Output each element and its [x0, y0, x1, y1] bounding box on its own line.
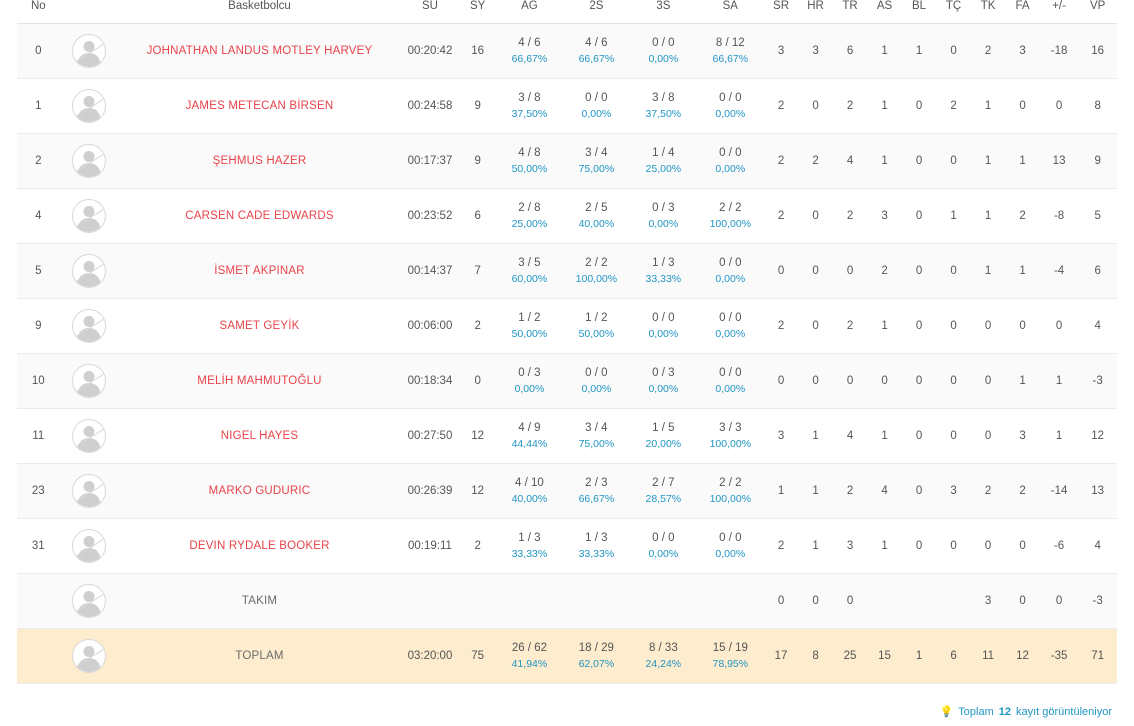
cell-sa: 0 / 0 0,00% [697, 519, 764, 574]
cell-3s: 0 / 0 0,00% [630, 299, 697, 354]
player-avatar-icon [72, 474, 106, 508]
cell-2s: 1 / 3 33,33% [563, 519, 630, 574]
cell-hr: 1 [798, 464, 833, 519]
cell-tc: 3 [936, 464, 971, 519]
player-photo-cell [60, 134, 119, 189]
cell-no [17, 574, 60, 629]
cell-su: 00:18:34 [401, 354, 460, 409]
cell-tk: 0 [971, 409, 1006, 464]
cell-sr: 17 [764, 629, 799, 684]
cell-3s: 0 / 0 0,00% [630, 24, 697, 79]
cell-sy: 12 [459, 464, 496, 519]
cell-3s [630, 574, 697, 629]
cell-no: 10 [17, 354, 60, 409]
cell-su: 00:17:37 [401, 134, 460, 189]
cell-tr: 2 [833, 299, 868, 354]
cell-su: 03:20:00 [401, 629, 460, 684]
cell-tr: 0 [833, 574, 868, 629]
cell-tk: 2 [971, 464, 1006, 519]
cell-sr: 3 [764, 409, 799, 464]
cell-sy: 9 [459, 134, 496, 189]
player-avatar-icon [72, 89, 106, 123]
cell-sa: 8 / 12 66,67% [697, 24, 764, 79]
player-photo-cell [60, 24, 119, 79]
cell-su [401, 574, 460, 629]
cell-hr: 1 [798, 409, 833, 464]
cell-as: 1 [867, 79, 902, 134]
cell-sa [697, 574, 764, 629]
cell-plusminus: 1 [1040, 354, 1079, 409]
cell-sr: 0 [764, 574, 799, 629]
player-avatar-icon [72, 199, 106, 233]
cell-as: 1 [867, 24, 902, 79]
cell-plusminus: -14 [1040, 464, 1079, 519]
cell-sy: 2 [459, 519, 496, 574]
row-label: TOPLAM [235, 650, 284, 662]
cell-su: 00:06:00 [401, 299, 460, 354]
col-header-tr[interactable]: TR [833, 0, 868, 24]
cell-hr: 8 [798, 629, 833, 684]
cell-as: 1 [867, 299, 902, 354]
cell-2s: 1 / 2 50,00% [563, 299, 630, 354]
player-photo-cell [60, 299, 119, 354]
cell-tr: 0 [833, 244, 868, 299]
cell-plusminus: 13 [1040, 134, 1079, 189]
cell-no: 9 [17, 299, 60, 354]
cell-hr: 3 [798, 24, 833, 79]
cell-plusminus: -18 [1040, 24, 1079, 79]
player-name-cell [118, 629, 400, 684]
cell-vp: 71 [1078, 629, 1117, 684]
cell-ag: 4 / 8 50,00% [496, 134, 563, 189]
footer-count: 12 [998, 705, 1011, 718]
col-header-bl[interactable]: BL [902, 0, 937, 24]
player-name-cell[interactable] [118, 189, 400, 244]
cell-tk: 0 [971, 299, 1006, 354]
player-photo-cell [60, 629, 119, 684]
col-header-player[interactable]: Basketbolcu [118, 0, 400, 24]
cell-hr: 0 [798, 189, 833, 244]
cell-ag: 4 / 9 44,44% [496, 409, 563, 464]
cell-tc: 0 [936, 354, 971, 409]
cell-tk: 1 [971, 134, 1006, 189]
cell-no: 1 [17, 79, 60, 134]
cell-tc: 0 [936, 409, 971, 464]
cell-ag: 1 / 3 33,33% [496, 519, 563, 574]
table-row [17, 519, 1117, 574]
col-header-hr[interactable]: HR [798, 0, 833, 24]
cell-3s: 3 / 8 37,50% [630, 79, 697, 134]
player-name-cell[interactable] [118, 24, 400, 79]
cell-sr: 2 [764, 519, 799, 574]
cell-bl: 0 [902, 244, 937, 299]
col-header-as[interactable]: AS [867, 0, 902, 24]
table-header-row [17, 0, 1117, 24]
cell-sy: 2 [459, 299, 496, 354]
cell-tr: 2 [833, 464, 868, 519]
cell-sy: 9 [459, 79, 496, 134]
cell-2s: 0 / 0 0,00% [563, 79, 630, 134]
cell-sy: 6 [459, 189, 496, 244]
cell-ag: 2 / 8 25,00% [496, 189, 563, 244]
cell-bl: 1 [902, 629, 937, 684]
cell-bl: 0 [902, 519, 937, 574]
cell-as: 15 [867, 629, 902, 684]
table-row [17, 629, 1117, 684]
cell-vp: -3 [1078, 574, 1117, 629]
col-header-photo [60, 0, 119, 24]
cell-plusminus: -35 [1040, 629, 1079, 684]
player-avatar-icon [72, 309, 106, 343]
cell-fa: 0 [1005, 299, 1040, 354]
col-header-vp[interactable]: VP [1078, 0, 1117, 24]
cell-tk: 1 [971, 189, 1006, 244]
cell-2s: 4 / 6 66,67% [563, 24, 630, 79]
cell-no: 11 [17, 409, 60, 464]
cell-hr: 0 [798, 244, 833, 299]
cell-tc: 0 [936, 299, 971, 354]
cell-vp: 9 [1078, 134, 1117, 189]
player-name-link[interactable]: İSMET AKPINAR [214, 265, 305, 277]
cell-fa: 1 [1005, 134, 1040, 189]
cell-tc: 6 [936, 629, 971, 684]
cell-bl: 0 [902, 189, 937, 244]
cell-fa: 0 [1005, 79, 1040, 134]
cell-no: 2 [17, 134, 60, 189]
cell-no: 31 [17, 519, 60, 574]
cell-2s [563, 574, 630, 629]
col-header-2s[interactable]: 2S [563, 0, 630, 24]
cell-as: 3 [867, 189, 902, 244]
cell-fa: 2 [1005, 464, 1040, 519]
cell-tr: 4 [833, 134, 868, 189]
col-header-no[interactable]: No [17, 0, 60, 24]
cell-3s: 0 / 3 0,00% [630, 354, 697, 409]
player-avatar-icon [72, 419, 106, 453]
cell-tk: 1 [971, 79, 1006, 134]
col-header-sy[interactable]: SY [459, 0, 496, 24]
cell-no [17, 629, 60, 684]
cell-vp: 4 [1078, 519, 1117, 574]
cell-plusminus: 0 [1040, 299, 1079, 354]
cell-tc: 0 [936, 244, 971, 299]
table-body [17, 24, 1117, 684]
player-name-link[interactable]: MARKO GUDURIC [208, 485, 311, 497]
cell-tr: 2 [833, 189, 868, 244]
footer-suffix: kayıt görüntüleniyor [1016, 705, 1112, 718]
cell-vp: 4 [1078, 299, 1117, 354]
cell-vp: 13 [1078, 464, 1117, 519]
cell-ag: 1 / 2 50,00% [496, 299, 563, 354]
cell-3s: 1 / 3 33,33% [630, 244, 697, 299]
player-name-link[interactable]: DEVIN RYDALE BOOKER [189, 540, 330, 552]
player-avatar-icon [72, 144, 106, 178]
cell-sr: 2 [764, 299, 799, 354]
cell-sr: 2 [764, 79, 799, 134]
player-avatar-icon [72, 584, 106, 618]
cell-hr: 2 [798, 134, 833, 189]
col-header-fa[interactable]: FA [1005, 0, 1040, 24]
player-name-link[interactable]: NIGEL HAYES [220, 430, 299, 442]
cell-hr: 0 [798, 574, 833, 629]
cell-tc: 0 [936, 519, 971, 574]
cell-bl: 0 [902, 464, 937, 519]
player-photo-cell [60, 464, 119, 519]
cell-tr: 0 [833, 354, 868, 409]
cell-3s: 8 / 33 24,24% [630, 629, 697, 684]
col-header-sr[interactable]: SR [764, 0, 799, 24]
cell-sa: 0 / 0 0,00% [697, 299, 764, 354]
player-name-link[interactable]: JAMES METECAN BİRSEN [185, 100, 334, 112]
player-name-cell[interactable] [118, 464, 400, 519]
cell-tr: 6 [833, 24, 868, 79]
cell-2s: 2 / 5 40,00% [563, 189, 630, 244]
player-photo-cell [60, 574, 119, 629]
footer-prefix: Toplam [958, 705, 994, 718]
cell-sa: 3 / 3 100,00% [697, 409, 764, 464]
cell-sr: 2 [764, 189, 799, 244]
cell-bl: 0 [902, 79, 937, 134]
player-name-cell[interactable] [118, 244, 400, 299]
cell-2s: 3 / 4 75,00% [563, 134, 630, 189]
cell-ag: 26 / 62 41,94% [496, 629, 563, 684]
cell-sr: 2 [764, 134, 799, 189]
col-header-plusminus[interactable]: +/- [1040, 0, 1079, 24]
table-row [17, 244, 1117, 299]
cell-vp: 5 [1078, 189, 1117, 244]
cell-su: 00:20:42 [401, 24, 460, 79]
player-avatar-icon [72, 34, 106, 68]
cell-bl: 1 [902, 24, 937, 79]
cell-tr: 3 [833, 519, 868, 574]
table-row [17, 24, 1117, 79]
table-header [17, 0, 1117, 24]
col-header-tc[interactable]: TÇ [936, 0, 971, 24]
player-photo-cell [60, 189, 119, 244]
player-stats-table [17, 0, 1117, 684]
cell-bl: 0 [902, 134, 937, 189]
player-photo-cell [60, 79, 119, 134]
player-name-cell[interactable] [118, 519, 400, 574]
cell-plusminus: -4 [1040, 244, 1079, 299]
cell-3s: 0 / 0 0,00% [630, 519, 697, 574]
cell-sa: 0 / 0 0,00% [697, 244, 764, 299]
cell-2s: 2 / 3 66,67% [563, 464, 630, 519]
cell-hr: 1 [798, 519, 833, 574]
cell-vp: -3 [1078, 354, 1117, 409]
cell-tc: 0 [936, 24, 971, 79]
player-avatar-icon [72, 639, 106, 673]
cell-tk: 3 [971, 574, 1006, 629]
cell-fa: 2 [1005, 189, 1040, 244]
cell-sy: 0 [459, 354, 496, 409]
cell-fa: 1 [1005, 244, 1040, 299]
lightbulb-icon: 💡 [939, 706, 954, 718]
cell-tr: 25 [833, 629, 868, 684]
cell-as: 2 [867, 244, 902, 299]
player-name-cell[interactable] [118, 134, 400, 189]
player-avatar-icon [72, 529, 106, 563]
player-photo-cell [60, 409, 119, 464]
cell-vp: 6 [1078, 244, 1117, 299]
player-name-cell[interactable] [118, 299, 400, 354]
cell-su: 00:27:50 [401, 409, 460, 464]
cell-no: 0 [17, 24, 60, 79]
player-avatar-icon [72, 364, 106, 398]
cell-fa: 0 [1005, 519, 1040, 574]
cell-bl: 0 [902, 299, 937, 354]
cell-tk: 2 [971, 24, 1006, 79]
cell-vp: 16 [1078, 24, 1117, 79]
cell-tr: 2 [833, 79, 868, 134]
col-header-ag[interactable]: AG [496, 0, 563, 24]
cell-sa: 15 / 19 78,95% [697, 629, 764, 684]
col-header-tk[interactable]: TK [971, 0, 1006, 24]
cell-ag: 3 / 5 60,00% [496, 244, 563, 299]
cell-tc: 1 [936, 189, 971, 244]
cell-sr: 0 [764, 244, 799, 299]
player-name-link[interactable]: CARSEN CADE EDWARDS [185, 210, 334, 222]
player-name-link[interactable]: JOHNATHAN LANDUS MOTLEY HARVEY [146, 45, 373, 57]
table-row [17, 574, 1117, 629]
cell-as: 1 [867, 519, 902, 574]
cell-tc: 0 [936, 134, 971, 189]
cell-sy: 16 [459, 24, 496, 79]
cell-as: 4 [867, 464, 902, 519]
table-row [17, 79, 1117, 134]
cell-tc: 2 [936, 79, 971, 134]
cell-vp: 8 [1078, 79, 1117, 134]
cell-plusminus: 0 [1040, 574, 1079, 629]
player-name-link[interactable]: SAMET GEYİK [219, 320, 300, 332]
player-name-cell[interactable] [118, 409, 400, 464]
cell-as: 0 [867, 354, 902, 409]
cell-sa: 0 / 0 0,00% [697, 354, 764, 409]
cell-2s: 18 / 29 62,07% [563, 629, 630, 684]
cell-su: 00:19:11 [401, 519, 460, 574]
cell-su: 00:14:37 [401, 244, 460, 299]
cell-hr: 0 [798, 354, 833, 409]
cell-vp: 12 [1078, 409, 1117, 464]
table-row [17, 134, 1117, 189]
cell-su: 00:23:52 [401, 189, 460, 244]
col-header-sa[interactable]: SA [697, 0, 764, 24]
cell-sy: 75 [459, 629, 496, 684]
cell-sr: 0 [764, 354, 799, 409]
cell-tr: 4 [833, 409, 868, 464]
cell-plusminus: -6 [1040, 519, 1079, 574]
cell-su: 00:24:58 [401, 79, 460, 134]
player-name-link[interactable]: ŞEHMUS HAZER [212, 155, 307, 167]
cell-2s: 3 / 4 75,00% [563, 409, 630, 464]
cell-3s: 1 / 5 20,00% [630, 409, 697, 464]
player-name-cell [118, 574, 400, 629]
cell-2s: 0 / 0 0,00% [563, 354, 630, 409]
cell-tc [936, 574, 971, 629]
cell-sy: 12 [459, 409, 496, 464]
table-row [17, 299, 1117, 354]
player-avatar-icon [72, 254, 106, 288]
cell-fa: 1 [1005, 354, 1040, 409]
cell-fa: 3 [1005, 24, 1040, 79]
cell-sa: 2 / 2 100,00% [697, 464, 764, 519]
table-row [17, 409, 1117, 464]
cell-tk: 0 [971, 519, 1006, 574]
cell-3s: 0 / 3 0,00% [630, 189, 697, 244]
cell-as: 1 [867, 134, 902, 189]
cell-ag: 0 / 3 0,00% [496, 354, 563, 409]
cell-plusminus: 0 [1040, 79, 1079, 134]
player-name-cell[interactable] [118, 354, 400, 409]
cell-bl: 0 [902, 409, 937, 464]
table-row [17, 354, 1117, 409]
cell-sa: 0 / 0 0,00% [697, 134, 764, 189]
player-photo-cell [60, 244, 119, 299]
cell-su: 00:26:39 [401, 464, 460, 519]
cell-tk: 11 [971, 629, 1006, 684]
player-photo-cell [60, 354, 119, 409]
cell-fa: 3 [1005, 409, 1040, 464]
col-header-su[interactable]: SÜ [401, 0, 460, 24]
cell-tk: 0 [971, 354, 1006, 409]
cell-sy [459, 574, 496, 629]
cell-fa: 0 [1005, 574, 1040, 629]
cell-sr: 1 [764, 464, 799, 519]
cell-sa: 0 / 0 0,00% [697, 79, 764, 134]
cell-hr: 0 [798, 299, 833, 354]
cell-sy: 7 [459, 244, 496, 299]
cell-fa: 12 [1005, 629, 1040, 684]
cell-ag [496, 574, 563, 629]
cell-ag: 4 / 6 66,67% [496, 24, 563, 79]
table-row [17, 464, 1117, 519]
cell-sr: 3 [764, 24, 799, 79]
record-count-footer [940, 705, 1112, 718]
cell-plusminus: -8 [1040, 189, 1079, 244]
cell-3s: 2 / 7 28,57% [630, 464, 697, 519]
cell-bl [902, 574, 937, 629]
cell-tk: 1 [971, 244, 1006, 299]
cell-plusminus: 1 [1040, 409, 1079, 464]
cell-no: 5 [17, 244, 60, 299]
cell-no: 4 [17, 189, 60, 244]
player-name-link[interactable]: MELİH MAHMUTOĞLU [197, 375, 322, 387]
cell-3s: 1 / 4 25,00% [630, 134, 697, 189]
row-label: TAKIM [241, 595, 278, 607]
cell-ag: 4 / 10 40,00% [496, 464, 563, 519]
player-name-cell[interactable] [118, 79, 400, 134]
player-photo-cell [60, 519, 119, 574]
col-header-3s[interactable]: 3S [630, 0, 697, 24]
cell-no: 23 [17, 464, 60, 519]
cell-bl: 0 [902, 354, 937, 409]
cell-2s: 2 / 2 100,00% [563, 244, 630, 299]
table-row [17, 189, 1117, 244]
cell-sa: 2 / 2 100,00% [697, 189, 764, 244]
cell-as: 1 [867, 409, 902, 464]
cell-hr: 0 [798, 79, 833, 134]
cell-as [867, 574, 902, 629]
cell-ag: 3 / 8 37,50% [496, 79, 563, 134]
